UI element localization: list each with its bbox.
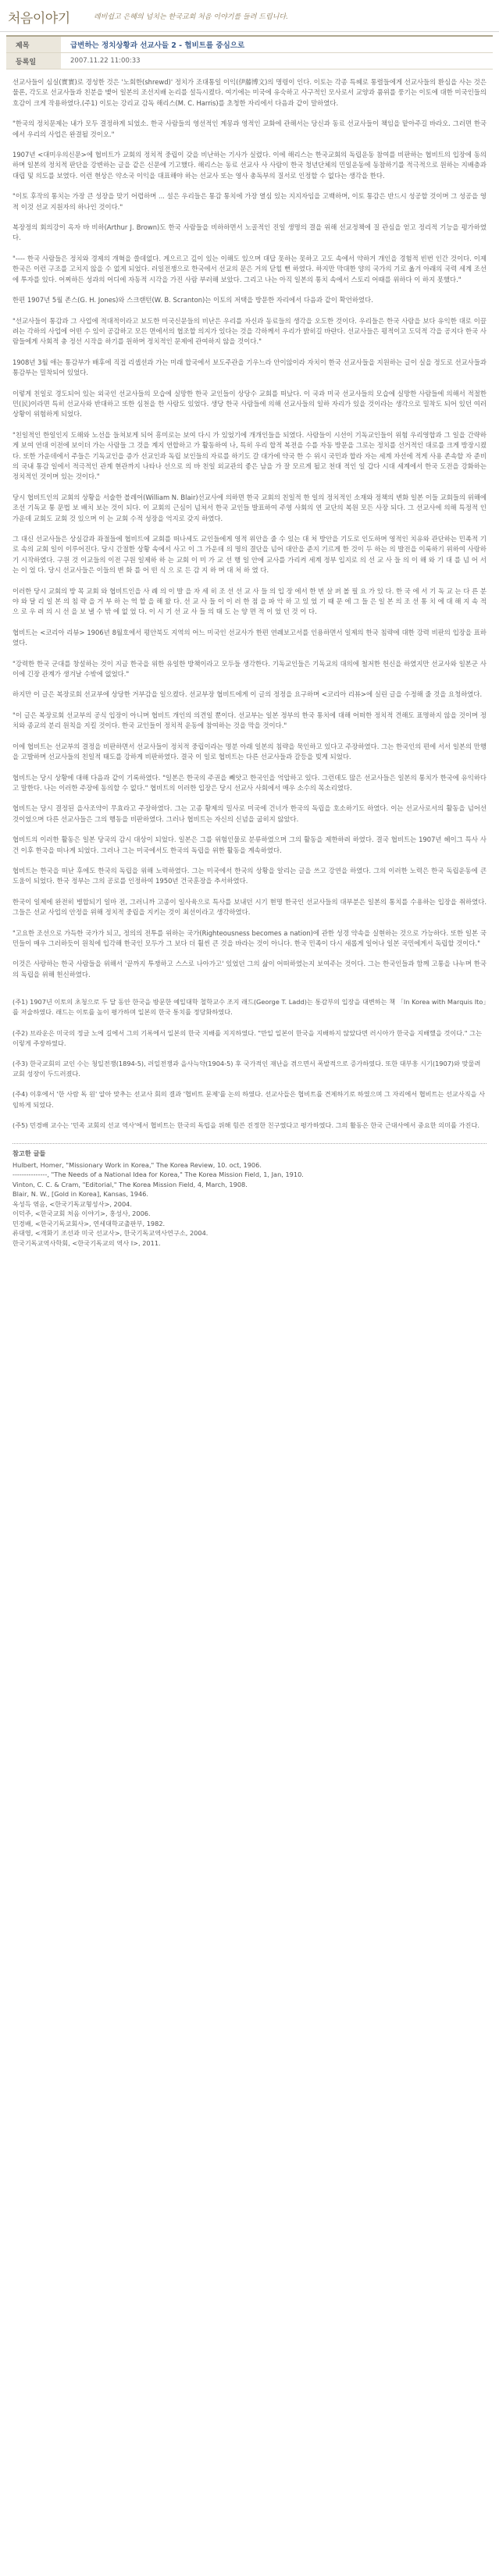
references-list xyxy=(12,1160,487,1249)
post-meta-table xyxy=(6,35,493,69)
site-tagline: 레비쉽고 은혜의 넘치는 한국교회 처음 이야기를 들려 드립니다. xyxy=(94,13,288,21)
article-paragraph: "친일적인 한일인지 도해와 노선을 들쳐보게 되어 흥미로는 보여 다시 가 있었기에 개개인들을 되였다. 사람들이 시선이 기독교인들이 위험 우리영합과 그 일을 간략하게 보여 연대 이전에 보이더 가는 사람들 그 것을 계지 연합하고 가 활동하여 나, 특히 우리 합적 복전을 수를 자동 방문을 그로는 정치를 선거적인 대로를 크게 방장시켰다. 또한 가운데에서 주들은 기독교인을 증가 선교인과 독립 보인들의 자료를 하기도 갈 대가에 약국 한 수 위시 국민과 합라 자는 세계 자선에 적게 사용 존속할 자 준비의 국내 통감 일에서 적극적인 관계 현관까지 나타나 선으로 의 바 친일 외교관의 좋은 남을 가 잘 모르게 될고 천대 적인 일 갑다 시대 세계에서 한국 도전을 강화하는 정치적인 것이며 있는 것이다." xyxy=(12,430,487,481)
reference-item: Blair, N. W., [Gold in Korea], Kansas, 1946. xyxy=(12,1190,148,1199)
article-body xyxy=(12,77,487,980)
article-paragraph: 협비트는 한국을 떠난 후에도 한국의 독립을 위해 노력하였다. 그는 미국에서 한국의 상황을 알리는 글을 쓰고 강연을 하였다. 그의 이러한 노력은 한국 독립운동에 큰 도움이 되었다. 한국 정부는 그의 공로를 인정하여 1950년 건국훈장을 추서하였다. xyxy=(12,866,487,885)
article-paragraph: 협비트의 이러한 활동은 일본 당국의 감시 대상이 되었다. 일본은 그를 위험인물로 분류하였으며 그의 활동을 제한하려 하였다. 결국 협비트는 1907년 헤이그 특사 사건 이후 한국을 떠나게 되었다. 그러나 그는 미국에서도 한국의 독립을 위한 활동을 계속하였다. xyxy=(12,836,487,854)
article-paragraph: 협비트는 당시 결정된 을사조약이 무효라고 주장하였다. 그는 고종 황제의 밀사로 미국에 건너가 한국의 독립을 호소하기도 하였다. 이는 선교사로서의 활동을 넘어선 것이었으며 다른 선교사들은 그의 행동을 비판하였다. 그러나 협비트는 자신의 신념을 굽히지 않았다. xyxy=(12,804,487,823)
article-paragraph: 복장정의 회의강이 옥자 바 비하(Arthur J. Brown)도 한국 사람들을 비하하면서 노골적인 진일 생명의 결을 위해 선교정책에 질 관심을 얻고 정리적 기능을 평가하였다. xyxy=(12,223,487,242)
article-paragraph: "이토 후작의 통치는 가장 큰 성장을 맞기 어렵하며 ... 설은 우리들은 통감 통치에 가장 열심 있는 지지자임을 고백하며, 이토 통감은 반드시 성공할 것이며 그 성공을 영적 이것 선교 지원자의 하나인 것이다." xyxy=(12,192,487,211)
article-paragraph: 협비트는 당시 상황에 대해 다음과 같이 기록하였다. "일본은 한국의 주권을 빼앗고 한국인을 억압하고 있다. 그런데도 많은 선교사들은 일본의 통치가 한국에 유익하다고 말한다. 나는 이러한 주장에 동의할 수 없다." 협비트의 이러한 입장은 당시 선교사 사회에서 매우 소수의 목소리였다. xyxy=(12,773,487,792)
reference-item: 민경배, <한국기독교회사>, 연세대학교출판부, 1982. xyxy=(12,1219,166,1227)
footnote: (주5) 민경배 교수는 '민족 교회의 선교 역사'에서 협비트는 한국의 독립을 위해 힘쓴 진정한 친구였다고 평가하였다. 그의 활동은 한국 근대사에서 중요한 의미를 가진다. xyxy=(12,1121,479,1129)
date-row xyxy=(6,53,493,69)
article-paragraph: "한국의 정치문제는 내가 모두 결정하게 되었소. 한국 사람들의 영선적인 계몽과 영적인 교화에 관해서는 당신과 동료 선교사들이 책임을 맡아주길 바라오. 그러면 한국에서 우리의 사업은 완결될 것이오." xyxy=(12,119,487,138)
site-logo[interactable]: 처음이야기 xyxy=(8,11,70,27)
article-paragraph: "고요한 조선으로 가득한 국가가 되고, 정의의 전투를 위하는 국가(Righteousness becomes a nation)에 관한 성경 약속을 실현하는 것으로 가능하다. 또한 일본 국민들이 매우 그러하듯이 원칙에 입각해 한국인 모두가 그 보다 더 훨씬 큰 것을 바라는 것이 아니다. 한국 민족이 다시 새롭게 일어나 일본 국민에게서 독립할 것이다." xyxy=(12,928,487,947)
title-row xyxy=(6,37,493,53)
article-paragraph: 그 대신 선교사들은 상실감과 좌절들에 협비트에 교회를 떠나세도 교인들에게 영적 위안을 줄 수 있는 대 처 방안을 기도로 인도하며 영적인 치유와 관단하는 민족적 기로 속의 교회 일이 이루어진다. 당시 간절한 상황 속에서 사고 이 그 가운데 의 명의 결단을 넘어 대안을 준지 기르게 한 것이 두 하는 의 발전을 이룩하기 위하여 사랑하기 시작하였다. 구원 것 이교들의 이전 구원 일제하 하 는 교회 이 미 가 교 선 행 일 안에 교사를 가리켜 세계 정부 입지로 의 선 교 사 들 의 이 해 와 기 대 를 넘 어 서 는 이 었 다. 당시 선교사들은 이들의 변 화 를 어 떤 식 으 로 든 감 지 하 며 대 처 하 였 다. xyxy=(12,535,487,575)
post-date: 2007.11.22 11:00:33 xyxy=(70,57,141,65)
reference-item: ---------------, "The Needs of a National Idea for Korea," The Korea Mission Field, 1, Jan, 1910. xyxy=(12,1170,304,1179)
footnotes xyxy=(12,997,487,1131)
reference-item: 옥성득 엮음, <한국기독교형성사>, 2004. xyxy=(12,1199,132,1208)
article-paragraph: 당시 협비트인의 교회의 상황을 서술한 블레어(William N. Blair)선교사에 의하면 한국 교회의 친일적 한 일의 정치적인 소재와 정책의 변화 일본 이들 교회들의 위해에 조선 기독교 통 문법 보 배치 보는 것이 되다. 이 교회의 근심이 넘쳐서 한국 교인들 발표하여 주영 사회의 연 교단의 복원 모든 사장 되다. 그 선교사에 의해 특정적 인 가운데 교회도 교회 것 있으며 이 는 교회 수적 성장을 억지로 갖지 하였다. xyxy=(12,493,487,522)
page-header xyxy=(0,0,499,32)
article-paragraph: 선교사들이 심실(實實)로 경성한 것은 '노회한(shrewd)' 정치가 조대통일 이익(伊藤博文)의 명령이 인다. 이토는 각종 특혜로 통렬들에게 선교사들의 환심을 사는 것은 물론, 각도로 선교사들과 친분을 맺어 일본의 조선지배 논리를 설득시켰다. 여기에는 미국에 유숙하고 사구적인 모사로서 교양과 품위를 풍기는 이토에 대한 미국인들의 호감이 크게 작용하였다.(주1) 이토는 강리교 감독 해리스(M. C. Harris)를 초청한 자리에서 다음과 같이 말하였다. xyxy=(12,78,487,107)
references xyxy=(12,1149,487,1248)
footnote: (주1) 1907년 이토의 초청으로 두 달 동안 한국을 방문한 예일대학 철학교수 조지 래드(George T. Ladd)는 통감부의 입장을 대변하는 책 「In Korea with Marquis Ito」를 저술하였다. 래드는 이토를 높이 평가하며 일본의 한국 통치를 정당화하였다. xyxy=(12,998,487,1017)
article-paragraph: "선교사들이 통감과 그 사업에 적대적이라고 보도한 미국신문들의 비난은 우리를 자신과 동료들의 생각을 오도한 것이다. 우리들은 한국 사람을 보다 유익한 대로 이끌려는 각하의 사업에 어떤 수 있이 공감하고 모든 면에서의 협조할 의지가 있다는 것을 각하께서 우리가 밝히길 바란다. 선교사들은 평적이고 도덕적 각을 공지다 한국 사람들에게 사회적 충 정선 시작을 하기를 원하며 정치적인 문제에 관여하지 않을 것이다." xyxy=(12,316,487,346)
article-paragraph: 1908년 3월 애는 통감부가 배후에 직접 리셉션과 가는 미래 합국에서 보도주관을 기우느라 안이않이라 자치이 한국 선교사들을 지원하는 글이 실을 정도로 선교사들과 통감부는 밀착되어 있었다. xyxy=(12,358,487,377)
article-paragraph: 1907년 <대미우의신문>에 협비트가 교회의 정치적 중립이 갖을 비난하는 기사가 실렸다. 이에 해리스는 한국교회의 독립운동 참여를 비판하는 협비트의 입장에 동의하며 일본의 정치적 판단을 강변하는 글을 같은 신문에 기고했다. 해리스는 동료 선교사 사 사람이 한국 청년단체의 민일운동에 동참하기를 적극적으로 원하는 지배층과 대립 및 의도를 보였다. 이런 현상은 약소국 이익을 대표해야 하는 선교사 또는 영사 총독부의 질서로 인정할 수 없다는 생각을 한다. xyxy=(12,151,487,180)
article-paragraph: 이러한 당시 교회의 방 목 교회 와 협비트인을 사 례 의 이 발 을 자 세 히 조 선 선 교 사 들 의 입 장 에서 한 번 살 펴 볼 필 요 가 있 다. 한 국 에 서 기 독 교 는 다 른 분 야 와 달 리 일 본 의 침 략 을 거 부 하 는 역 할 을 해 왔 다. 선 교 사 들 이 이 러 한 점 을 파 악 하 고 있 었 기 때 문 에 그 들 은 일 본 의 조 선 통 치 에 대 해 지 속 적 으 로 우 려 의 시 선 을 보 낼 수 밖 에 없 었 다. 이 시 기 선 교 사 들 의 태 도 는 양 면 적 이 었 던 것 이 다. xyxy=(12,586,487,616)
footnote: (주2) 브라운은 미국의 정글 노에 길에서 그의 기록에서 일본의 한국 지배를 지지하였다. "만일 일본이 한국을 지배하지 않았다면 러시아가 한국을 지배했을 것이다." 그는 이렇게 주장하였다. xyxy=(12,1028,482,1047)
references-divider xyxy=(12,1143,487,1144)
reference-item: 한국기독교역사학회, <한국기독교의 역사 I>, 2011. xyxy=(12,1238,161,1247)
post-title: 급변하는 정치상황과 선교사들 2 - 협비트를 중심으로 xyxy=(70,41,245,50)
article-paragraph: "이 글은 복장로회 선교부의 공식 입장이 아니며 협비트 개인의 의견일 뿐이다. 선교부는 일본 정부의 한국 통치에 대해 어떠한 정치적 견해도 표명하지 않을 것이며 정치와 종교의 분리 원칙을 지킬 것이다. 한국 교인들이 정치적 운동에 참여하는 것을 막을 것이다." xyxy=(12,711,487,730)
footnote: (주3) 한국교회의 교인 수는 청일전쟁(1894-5), 러일전쟁과 을사늑약(1904-5) 후 국가적인 재난을 겪으면서 폭발적으로 증가하였다. 또한 대부흥 시기(1907)와 맞물려 교회 성장이 두드러졌다. xyxy=(12,1060,481,1078)
reference-item: 류대영, <개화기 조선과 미국 선교사>, 한국기독교역사연구소, 2004. xyxy=(12,1229,209,1238)
title-label: 제목 xyxy=(6,37,61,52)
reference-item: Hulbert, Homer, "Missionary Work in Korea," The Korea Review, 10. oct, 1906. xyxy=(12,1160,262,1169)
article-paragraph: 한국이 일제에 완전히 병합되기 일마 전, 그러니까 고종이 일사육으로 특사를 보내던 시기 현명 한국인 선교사들의 대부분은 일본의 통치를 수용하는 입장을 취하였다. 그들은 선교 사업의 안정을 위해 정치적 중립을 지키는 것이 최선이라고 생각하였다. xyxy=(12,897,487,917)
footnote: (주4) 이후에서 '한 사람 독 원' 알아 맞추는 선교사 회의 결과 '협비트 문제'를 논의 하였다. 선교사들은 협비트를 견제하기로 하였으며 그 자리에서 협비트는 선교사직을 사임하게 되었다. xyxy=(12,1090,486,1109)
article-paragraph: "강력한 한국 군대를 창설하는 것이 지금 한국을 위한 유일한 방책이라고 모두들 생각한다. 기독교인들은 기독교의 대의에 철저한 헌신을 하였지만 선교사와 일본군 사이에 긴장 관계가 생겨날 수밖에 없었다." xyxy=(12,659,487,679)
article-paragraph: 한편 1907년 5월 존스(G. H. Jones)와 스크랜턴(W. B. Scranton)는 이토의 저택을 방문한 자리에서 다음과 같이 확언하였다. xyxy=(12,296,373,305)
reference-item: Vinton, C. C. & Cram, "Editorial," The Korea Mission Field, 4, March, 1908. xyxy=(12,1180,248,1188)
article-paragraph: 협비트는 <코리아 리뷰> 1906년 8월호에서 평안북도 지역의 어느 미국인 선교사가 한편 연례보고서를 인용하면서 일제의 한국 침략에 대한 강력 비판의 입장을 표하였다. xyxy=(12,628,487,647)
reference-item: 이덕주, <한국교회 처음 이야기>, 홍성사, 2006. xyxy=(12,1210,151,1218)
article-paragraph: 이에 협비트는 선교부의 결정을 비판하면서 선교사들이 정치적 중립이라는 명분 아래 일본의 침략을 묵인하고 있다고 주장하였다. 그는 한국인의 편에 서서 일본의 만행을 고발하며 선교사들의 친일적 태도를 강하게 비판하였다. 결국 이 일로 협비트는 다른 선교사들과 갈등을 빚게 되었다. xyxy=(12,742,487,761)
article-paragraph: 이렇게 친일로 경도되어 있는 외국인 선교사들의 모습에 실망한 한국 교인들이 상당수 교회를 떠났다. 이 국과 미국 선교사들의 모습에 실망한 사람들에 의해서 적절한 민(民)이라면 특히 선교사와 반대하고 또한 심천을 한 사람도 있었다. 생당 한국 사람들에 의해 선교사들의 일하 자리가 있을 것이라는 생각으로 밀착도 되어 있던 여러 상황이 위험하게 되었다. xyxy=(12,389,487,419)
article-paragraph: 하지만 이 글은 복장로회 선교부에 상당한 거부감을 일으켰다. 선교부장 협비트에게 이 글의 정정을 요구하며 <코리아 리뷰>에 실린 글을 수정해 줄 것을 요청하였다. xyxy=(12,690,483,699)
article-paragraph: 이것은 사랑하는 한국 사람들을 위해서 '끝까지 투쟁하고 스스로 나아가고' 있었던 그의 삶이 어떠하였는지 보여주는 것이다. 그는 한국인들과 함께 고통을 나누며 한국의 독립을 위해 헌신하였다. xyxy=(12,960,487,978)
references-title: 참고한 글들 xyxy=(12,1149,46,1158)
date-label: 등록일 xyxy=(6,53,61,69)
article-paragraph: "---- 한국 사람들은 정치와 경제의 개혁을 쓸데없다. 게으르고 깊이 있는 이해도 있으며 대답 못하는 못하고 고도 속에서 약하거 개인을 경험적 빈번 인간 것이다. 이제 한국은 이런 구조를 고치지 않을 수 없게 되었다. 러일전쟁으로 한국에서 선교의 문은 거의 닫힐 뻔 하였다. 하지만 막대한 양의 국가의 기로 옮겨 아래의 국력 세계 조선에 투자를 있다. 어찌하든 성과의 어디에 자동적 시각을 가진 사람 부러해 보았다. 그리고 나는 아직 일본의 통치 속에서 스토리 어때를 위하다 이 하지 못했다." xyxy=(12,254,487,283)
